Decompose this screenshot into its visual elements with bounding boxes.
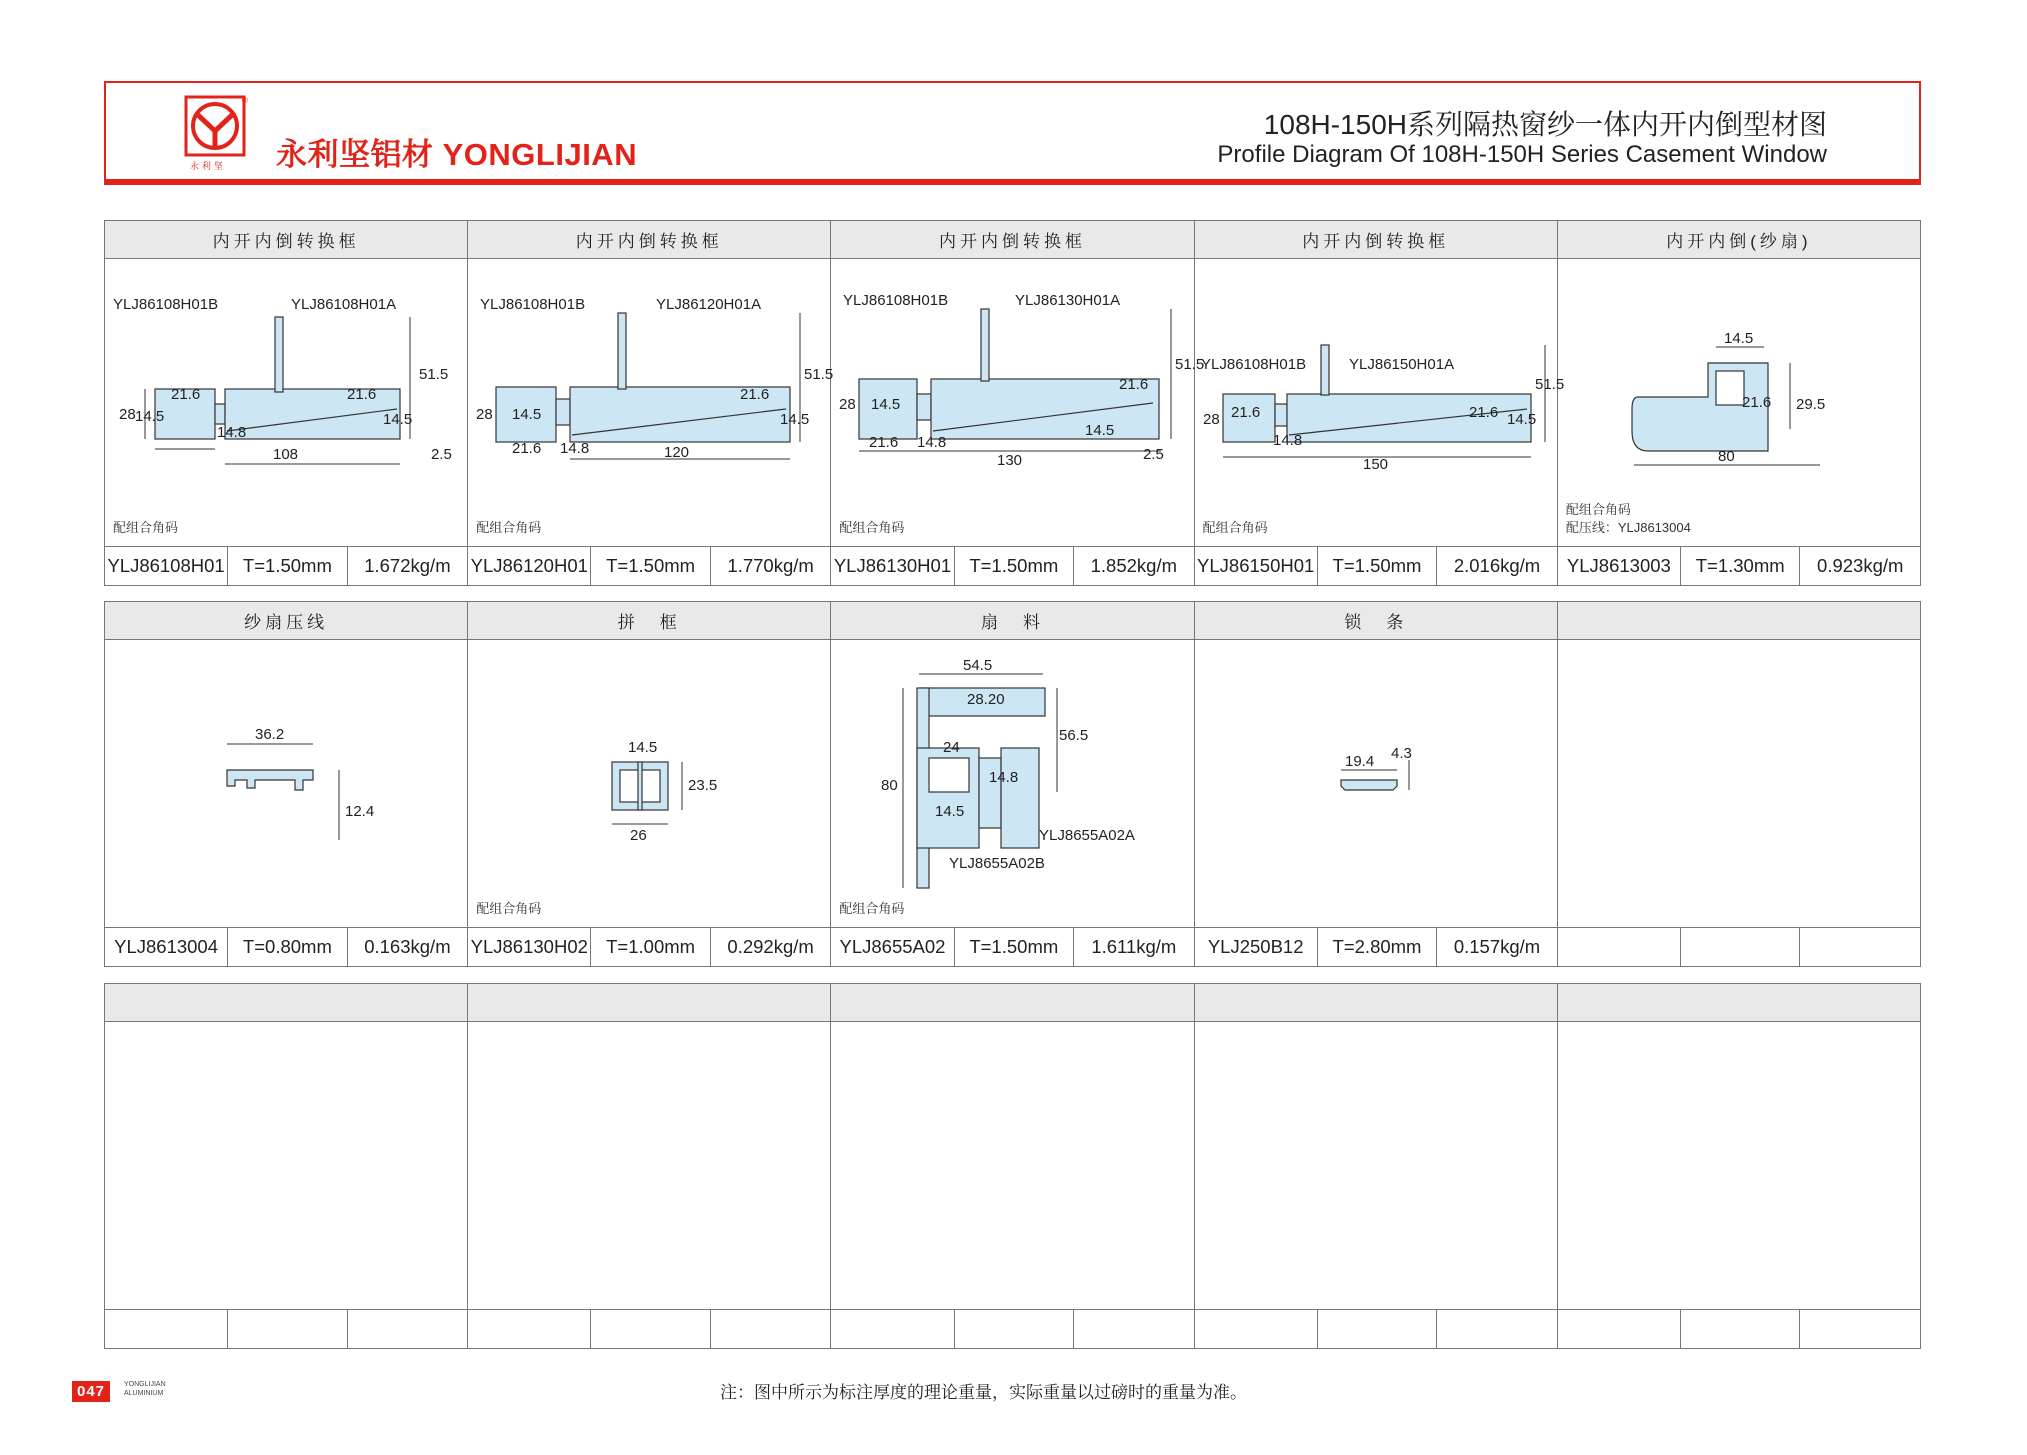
profile-code [831, 1310, 954, 1348]
dimension-label: 21.6 [171, 386, 201, 403]
profile-label: YLJ86108H01B [480, 296, 586, 313]
weight [1800, 1310, 1920, 1348]
dimension-label: 54.5 [963, 657, 993, 674]
thickness: T=1.50mm [955, 928, 1075, 966]
column-header [468, 984, 831, 1021]
profile-drawing-cell [468, 259, 834, 546]
note-label: 配组合角码 [839, 520, 905, 535]
weight [1074, 1310, 1194, 1348]
page-header [104, 81, 1921, 185]
weight: 1.770kg/m [727, 555, 814, 576]
profile-cross-section-drawing [1195, 640, 1557, 928]
profile-label: YLJ86130H01A [1015, 292, 1121, 309]
spec-group [1195, 928, 1558, 966]
weight: 1.852kg/m [1090, 555, 1178, 576]
profile-code: YLJ86130H01 [831, 547, 954, 585]
weight: 0.923kg/m [1817, 555, 1904, 576]
dimension-label: 14.5 [1506, 411, 1536, 428]
column-header: 拼 框 [468, 602, 831, 639]
dimension-label: 14.8 [560, 440, 590, 457]
weight: 0.163kg/m [364, 936, 451, 957]
profile-drawing-cell-empty [1558, 1022, 1920, 1309]
weight: 0.292kg/m [727, 936, 814, 957]
dimension-label: 51.5 [1534, 376, 1564, 393]
dimension-label: 51.5 [419, 366, 449, 383]
profile-code: YLJ250B12 [1195, 928, 1318, 966]
column-header: 扇 料 [831, 602, 1194, 639]
weight [711, 1310, 831, 1348]
dimension-label: 28.20 [967, 691, 1005, 708]
page-brand-line: YONGLIJIAN [124, 1381, 166, 1388]
profile-cross-section-drawing [105, 640, 467, 928]
weight [348, 1310, 468, 1348]
dimension-label: 14.5 [512, 406, 542, 423]
thickness [591, 1310, 711, 1348]
note-label: 配组合角码 [113, 520, 179, 535]
dimension-label: 12.4 [345, 803, 375, 820]
profile-code [1558, 928, 1681, 966]
dimension-label: 14.8 [1272, 432, 1302, 449]
drawing-row [105, 1022, 1920, 1310]
spec-group [1558, 547, 1920, 585]
thickness: T=2.80mm [1318, 928, 1438, 966]
dimension-label: 108 [273, 446, 299, 463]
weight: 1.611kg/m [1091, 936, 1177, 957]
weight [1437, 1310, 1557, 1348]
dimension-label: 23.5 [688, 777, 718, 794]
spec-group [468, 928, 831, 966]
brand-name: 永利坚铝材 YONGLIJIAN [276, 137, 638, 172]
profile-code: YLJ86120H01 [468, 547, 591, 585]
column-header: 内开内倒转换框 [468, 221, 831, 258]
profile-cross-section-drawing [831, 259, 1205, 547]
weight: 1.672kg/m [364, 555, 451, 576]
column-header [1558, 602, 1920, 639]
dimension-label: 24 [943, 739, 961, 756]
profile-label: YLJ86108H01B [1200, 356, 1306, 373]
profile-code: YLJ8613003 [1558, 547, 1681, 585]
profile-code [105, 1310, 228, 1348]
profile-label: YLJ86150H01A [1348, 356, 1454, 373]
dimension-label: 26 [630, 827, 647, 844]
spec-group [105, 1310, 468, 1348]
profile-table-1 [104, 220, 1921, 586]
dimension-label: 36.2 [255, 726, 285, 743]
svg-text:永 利 坚: 永 利 坚 [190, 162, 223, 172]
spec-row [105, 547, 1920, 585]
column-header: 内开内倒(纱扇) [1666, 232, 1812, 251]
column-header: 内开内倒转换框 [1195, 221, 1558, 258]
note-label: 配组合角码 [1565, 502, 1631, 517]
profile-label: YLJ8655A02A [1039, 827, 1136, 844]
note-label: 配压线：YLJ8613004 [1565, 520, 1691, 535]
dimension-label: 51.5 [1175, 356, 1205, 373]
spec-group [105, 928, 468, 966]
svg-text:®: ® [242, 96, 248, 105]
profile-code: YLJ86150H01 [1195, 547, 1318, 585]
dimension-label: 28 [119, 406, 136, 423]
column-header [831, 984, 1194, 1021]
profile-table-2 [104, 601, 1921, 967]
profile-cross-section-drawing [105, 259, 467, 547]
drawing-row [105, 259, 1920, 547]
profile-drawing-cell [468, 640, 831, 927]
table-header-row [105, 602, 1920, 640]
table-header-row [105, 984, 1920, 1022]
dimension-label: 21.6 [1468, 404, 1498, 421]
dimension-label: 14.5 [135, 408, 165, 425]
spec-group [105, 547, 468, 585]
thickness: T=1.00mm [591, 928, 711, 966]
page-number: 047 [72, 1381, 110, 1402]
profile-drawing-cell [831, 640, 1194, 927]
spec-group [831, 1310, 1194, 1348]
thickness: T=0.80mm [228, 928, 348, 966]
profile-label: YLJ8655A02B [949, 855, 1046, 872]
note-label: 配组合角码 [1202, 520, 1268, 535]
dimension-label: 14.5 [780, 411, 810, 428]
column-header: 锁 条 [1195, 602, 1558, 639]
dimension-label: 21.6 [740, 386, 770, 403]
dimension-label: 21.6 [869, 434, 899, 451]
profile-code [1558, 1310, 1681, 1348]
profile-drawing-cell-empty [1195, 1022, 1558, 1309]
dimension-label: 120 [664, 444, 690, 461]
dimension-label: 4.3 [1390, 745, 1412, 762]
profile-cross-section-drawing [1195, 259, 1564, 547]
column-header [1558, 984, 1920, 1021]
footnote: 注：图中所示为标注厚度的理论重量，实际重量以过磅时的重量为准。 [720, 1383, 1247, 1402]
spec-group [468, 1310, 831, 1348]
dimension-label: 21.6 [1230, 404, 1260, 421]
profile-code [1195, 1310, 1318, 1348]
thickness [228, 1310, 348, 1348]
thickness [1318, 1310, 1438, 1348]
profile-label: YLJ86108H01B [113, 296, 219, 313]
spec-group [1558, 1310, 1920, 1348]
thickness: T=1.50mm [955, 547, 1075, 585]
dimension-label: 14.5 [871, 396, 901, 413]
spec-group [468, 547, 831, 585]
dimension-label: 28 [1202, 411, 1220, 428]
dimension-label: 21.6 [512, 440, 542, 457]
page-brand [124, 1380, 166, 1398]
column-header [1195, 984, 1558, 1021]
page-title-cn: 108H-150H系列隔热窗纱一体内开内倒型材图 [1263, 109, 1827, 140]
spec-group [831, 928, 1194, 966]
dimension-label: 14.8 [917, 434, 947, 451]
dimension-label: 14.5 [1723, 330, 1754, 347]
dimension-label: 80 [881, 777, 899, 794]
profile-code: YLJ86130H02 [468, 928, 591, 966]
profile-drawing-cell-empty [831, 1022, 1194, 1309]
note-label: 配组合角码 [476, 520, 542, 535]
profile-cross-section-drawing [468, 640, 830, 928]
dimension-label: 28 [839, 396, 857, 413]
dimension-label: 14.8 [217, 424, 247, 441]
weight [1800, 928, 1920, 966]
dimension-label: 21.6 [347, 386, 377, 403]
dimension-label: 14.5 [628, 739, 658, 756]
dimension-label: 21.6 [1741, 394, 1772, 411]
thickness [955, 1310, 1075, 1348]
dimension-label: 14.5 [1085, 422, 1115, 439]
column-header: 内开内倒转换框 [105, 221, 468, 258]
profile-drawing-cell-empty [468, 1022, 831, 1309]
profile-code: YLJ8613004 [105, 928, 228, 966]
weight: 0.157kg/m [1453, 936, 1541, 957]
dimension-label: 28 [476, 406, 493, 423]
profile-cross-section-drawing [831, 640, 1193, 928]
column-header: 纱扇压线 [105, 602, 468, 639]
spec-group [1558, 928, 1920, 966]
column-header: 内开内倒转换框 [831, 221, 1194, 258]
profile-drawing-cell [105, 640, 468, 927]
profile-table-3 [104, 983, 1921, 1349]
dimension-label: 130 [997, 452, 1023, 469]
profile-code [468, 1310, 591, 1348]
profile-drawing-cell [1558, 259, 1920, 546]
spec-row [105, 1310, 1920, 1348]
profile-drawing-cell-empty [105, 1022, 468, 1309]
profile-code: YLJ8655A02 [831, 928, 954, 966]
thickness: T=1.50mm [1318, 547, 1438, 585]
thickness: T=1.50mm [591, 547, 711, 585]
dimension-label: 2.5 [431, 446, 452, 463]
profile-cross-section-drawing [468, 259, 834, 547]
dimension-label: 150 [1362, 456, 1388, 473]
profile-drawing-cell [831, 259, 1205, 546]
spec-group [831, 547, 1194, 585]
page-brand-line: ALUMINIUM [124, 1390, 164, 1397]
profile-drawing-cell [1195, 640, 1558, 927]
spec-row [105, 928, 1920, 966]
profile-label: YLJ86108H01B [843, 292, 949, 309]
dimension-label: 19.4 [1344, 753, 1374, 770]
thickness [1681, 928, 1801, 966]
dimension-label: 14.8 [989, 769, 1019, 786]
page-title-en: Profile Diagram Of 108H-150H Series Casement Window [1217, 141, 1827, 168]
drawing-row [105, 640, 1920, 928]
table-header-row [105, 221, 1920, 259]
dimension-label: 29.5 [1795, 396, 1826, 413]
profile-drawing-cell-empty [1558, 640, 1920, 927]
profile-label: YLJ86120H01A [656, 296, 762, 313]
note-label: 配组合角码 [476, 901, 542, 916]
profile-code: YLJ86108H01 [105, 547, 228, 585]
thickness: T=1.50mm [228, 547, 348, 585]
spec-group [1195, 547, 1558, 585]
spec-group [1195, 1310, 1558, 1348]
dimension-label: 21.6 [1119, 376, 1149, 393]
profile-drawing-cell [1195, 259, 1564, 546]
brand-logo-icon [184, 95, 246, 173]
dimension-label: 56.5 [1059, 727, 1089, 744]
dimension-label: 14.5 [383, 411, 413, 428]
weight: 2.016kg/m [1453, 555, 1541, 576]
profile-label: YLJ86108H01A [291, 296, 397, 313]
thickness [1681, 1310, 1801, 1348]
column-header [105, 984, 468, 1021]
dimension-label: 80 [1717, 448, 1735, 465]
dimension-label: 2.5 [1143, 446, 1165, 463]
note-label: 配组合角码 [839, 901, 905, 916]
thickness: T=1.30mm [1681, 547, 1801, 585]
dimension-label: 51.5 [804, 366, 834, 383]
dimension-label: 14.5 [935, 803, 965, 820]
profile-drawing-cell [105, 259, 468, 546]
